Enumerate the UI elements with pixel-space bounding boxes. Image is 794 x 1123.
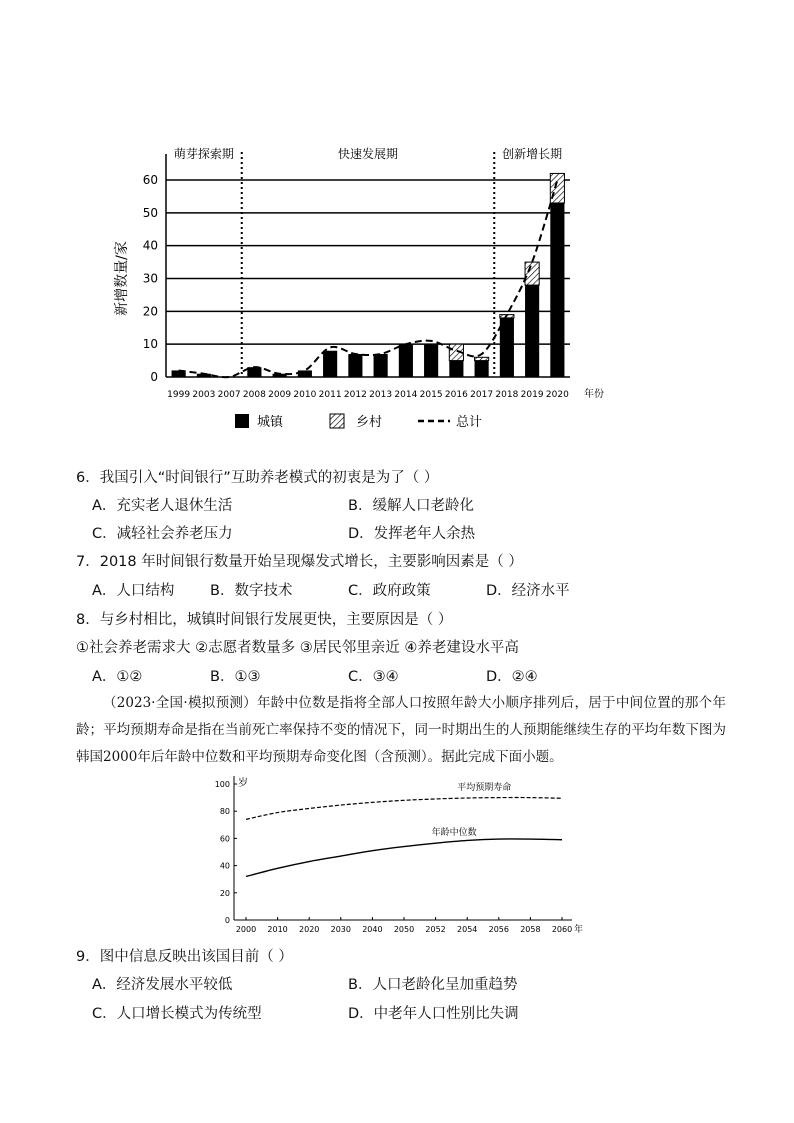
y-tick-label: 0 <box>150 370 158 384</box>
question-8-stem: 8．与乡村相比，城镇时间银行发展更快，主要原因是（ ） <box>76 612 453 628</box>
x-tick-label: 2013 <box>369 390 393 400</box>
bar-urban <box>475 361 489 377</box>
question-9-option-d: D．中老年人口性别比失调 <box>348 1006 519 1022</box>
y-axis-label: 新增数量/家 <box>114 241 130 316</box>
bar-urban <box>550 203 564 377</box>
question-6-option-c: C．减轻社会养老压力 <box>92 526 233 542</box>
legend-label-urban: 城镇 <box>257 415 284 430</box>
bar-rural <box>475 357 489 360</box>
x-tick-label: 2014 <box>394 390 418 400</box>
question-9-option-b: B．人口老龄化呈加重趋势 <box>348 977 518 993</box>
x-tick-label: 2015 <box>419 390 443 400</box>
question-6-stem: 6．我国引入“时间银行”互助养老模式的初衷是为了（ ） <box>76 470 439 486</box>
x-tick-label: 2020 <box>299 925 320 934</box>
life-expectancy-line <box>246 798 562 820</box>
reading-passage <box>76 690 726 771</box>
series-label-median-age: 年龄中位数 <box>431 828 477 839</box>
question-6-option-b: B．缓解人口老龄化 <box>348 498 474 514</box>
x-tick-label: 2018 <box>495 390 519 400</box>
y-tick-label: 60 <box>219 834 230 844</box>
bar-urban <box>348 354 362 377</box>
y-tick-label: 30 <box>142 271 158 286</box>
median-age-line <box>246 839 562 877</box>
question-7-option-d: D．经济水平 <box>486 583 570 599</box>
x-tick-label: 2010 <box>293 390 317 400</box>
period-label: 创新增长期 <box>502 147 563 161</box>
bar-urban <box>525 285 539 377</box>
y-tick-label: 20 <box>219 888 230 898</box>
legend-label-total: 总计 <box>456 415 483 430</box>
x-tick-label: 2019 <box>520 390 544 400</box>
x-tick-label: 2007 <box>217 390 241 400</box>
period-label: 快速发展期 <box>337 147 399 161</box>
question-9-option-a: A．经济发展水平较低 <box>92 977 233 993</box>
y-axis-label: 岁 <box>238 778 248 789</box>
y-tick-label: 50 <box>142 205 158 220</box>
question-7-stem: 7．2018 年时间银行数量开始呈现爆发式增长，主要影响因素是（ ） <box>76 554 523 570</box>
y-tick-label: 20 <box>142 304 158 319</box>
x-tick-label: 2058 <box>520 925 541 934</box>
question-7-option-c: C．政府政策 <box>348 583 431 599</box>
y-tick-label: 100 <box>214 780 230 789</box>
bar-urban <box>298 370 312 377</box>
question-6-option-d: D．发挥老年人余热 <box>348 526 476 542</box>
bar-urban <box>399 344 413 377</box>
x-axis-label: 年 <box>574 925 584 935</box>
legend-swatch-urban <box>235 414 249 428</box>
bar-urban <box>374 354 388 377</box>
series-label-life-expectancy: 平均预期寿命 <box>457 783 512 794</box>
x-tick-label: 2060 <box>551 925 573 934</box>
question-7-option-a: A．人口结构 <box>92 583 175 599</box>
y-tick-label: 40 <box>142 238 158 253</box>
question-7-option-b: B．数字技术 <box>210 583 293 599</box>
x-tick-label: 2008 <box>242 390 266 400</box>
bar-urban <box>323 351 337 377</box>
x-tick-label: 1999 <box>167 390 191 400</box>
x-tick-label: 2003 <box>192 390 216 400</box>
question-6-option-a: A．充实老人退休生活 <box>92 498 233 514</box>
x-tick-label: 2030 <box>330 925 351 934</box>
x-tick-label: 2020 <box>545 390 569 400</box>
bar-rural <box>525 262 539 285</box>
bar-urban <box>424 344 438 377</box>
question-9-option-c: C．人口增长模式为传统型 <box>92 1006 262 1022</box>
legend-label-rural: 乡村 <box>356 415 383 430</box>
question-8-option-d: D．②④ <box>486 669 538 685</box>
y-tick-label: 0 <box>224 916 230 925</box>
question-8-statements: ①社会养老需求大 ②志愿者数量多 ③居民邻里亲近 ④养老建设水平高 <box>76 640 519 656</box>
x-axis-label: 年份 <box>584 389 604 400</box>
y-tick-label: 10 <box>142 337 158 352</box>
question-8-option-c: C．③④ <box>348 669 399 685</box>
x-tick-label: 2052 <box>425 925 446 934</box>
x-tick-label: 2010 <box>267 925 288 934</box>
question-8-option-a: A．①② <box>92 669 143 685</box>
question-8-option-b: B．①③ <box>210 669 261 685</box>
bar-urban <box>500 318 514 377</box>
x-tick-label: 2000 <box>235 925 257 934</box>
question-9-stem: 9．图中信息反映出该国目前（ ） <box>76 949 293 965</box>
x-tick-label: 2011 <box>318 390 342 400</box>
x-tick-label: 2012 <box>343 390 367 400</box>
x-tick-label: 2054 <box>457 925 478 934</box>
time-bank-chart <box>100 140 640 440</box>
bar-urban <box>449 361 463 377</box>
y-tick-label: 80 <box>219 807 230 817</box>
x-tick-label: 2016 <box>444 390 468 400</box>
x-tick-label: 2056 <box>488 925 509 934</box>
korea-age-chart <box>200 772 600 940</box>
period-label: 萌芽探索期 <box>173 147 234 161</box>
y-tick-label: 40 <box>219 861 230 871</box>
legend-swatch-rural <box>330 414 344 428</box>
bar-urban <box>247 367 261 377</box>
x-tick-label: 2050 <box>393 925 415 934</box>
x-tick-label: 2017 <box>470 390 494 400</box>
y-tick-label: 60 <box>142 173 158 187</box>
x-tick-label: 2009 <box>268 390 292 400</box>
x-tick-label: 2040 <box>362 925 383 934</box>
passage-text: （2023·全国·模拟预测）年龄中位数是指将全部人口按照年龄大小顺序排列后，居于中间位置的那个年龄；平均预期寿命是指在当前死亡率保持不变的情况下，同一时期出生的人预期能继续生存的平均年数下图为韩国2000年后年龄中位数和平均预期寿命变化图（含预测）。据此完成下面小题。 <box>76 695 726 765</box>
